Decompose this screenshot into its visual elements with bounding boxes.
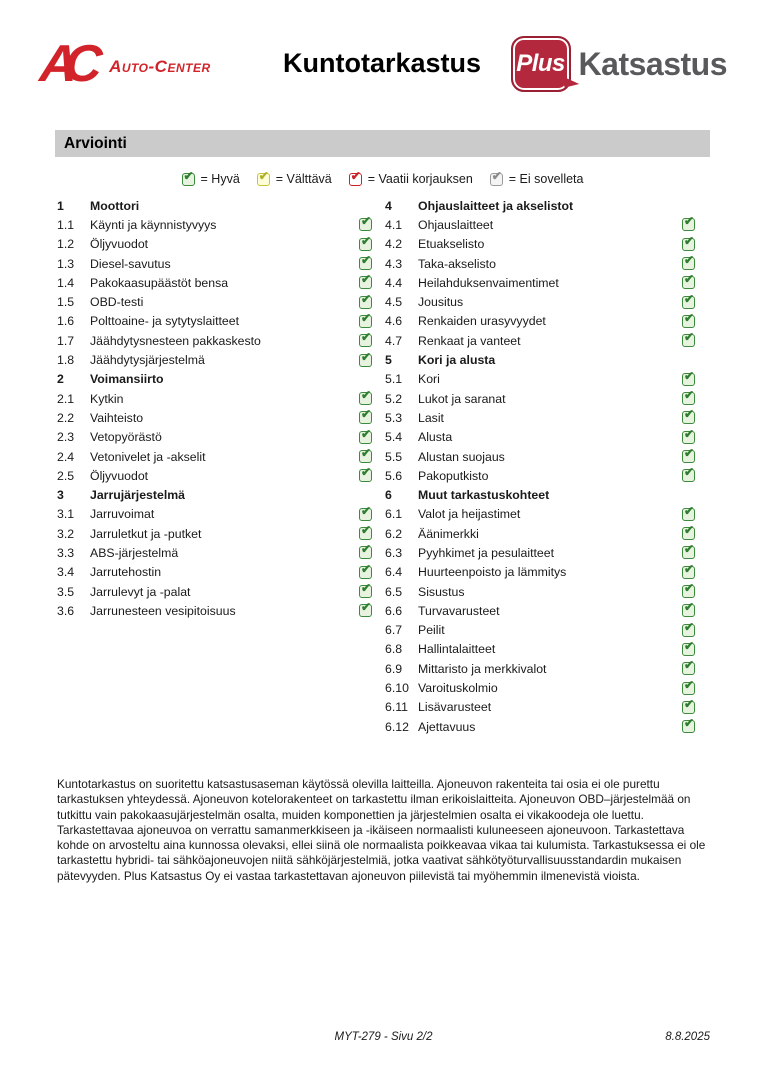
item-label: Diesel-savutus: [90, 256, 171, 271]
checklist: [57, 196, 710, 736]
check-icon: ✔: [684, 291, 695, 306]
check-icon: ✔: [684, 638, 695, 653]
checklist-row: [57, 543, 372, 562]
section-title: Voimansiirto: [90, 372, 164, 387]
section-title: Kori ja alusta: [418, 353, 496, 368]
page-title: Kuntotarkastus: [282, 48, 482, 78]
item-label: Hallintalaitteet: [418, 642, 496, 657]
item-label: Lukot ja saranat: [418, 391, 506, 406]
document-reference: MYT-279 - Sivu 2/2: [334, 1031, 433, 1043]
check-icon: ✔: [361, 349, 372, 364]
checklist-row: [385, 312, 695, 331]
plus-badge-label: Plus: [516, 50, 565, 77]
item-label: Heilahduksenvaimentimet: [418, 275, 559, 290]
check-icon: ✔: [361, 253, 372, 268]
item-status-checkbox-icon: [359, 388, 372, 405]
item-number: 5.5: [385, 449, 403, 464]
check-icon: ✔: [684, 619, 695, 634]
checklist-row: [385, 331, 695, 350]
item-number: 1.4: [57, 275, 75, 290]
section-header-row: [385, 196, 695, 215]
item-label: Öljyvuodot: [90, 468, 149, 483]
check-icon: ✔: [684, 310, 695, 325]
item-status-checkbox-icon: [359, 581, 372, 598]
item-status-checkbox-icon: [359, 446, 372, 463]
check-icon: ✔: [684, 600, 695, 615]
item-number: 3.2: [57, 526, 75, 541]
item-number: 2.3: [57, 430, 75, 445]
checklist-row: [57, 428, 372, 447]
check-icon: ✔: [361, 272, 372, 287]
check-icon: ✔: [684, 407, 695, 422]
check-icon: ✔: [361, 310, 372, 325]
checklist-row: [385, 601, 695, 620]
item-label: Jarruletkut ja -putket: [90, 526, 202, 541]
item-label: Jäähdytysjärjestelmä: [90, 353, 205, 368]
item-number: 6.4: [385, 565, 403, 580]
legend-label: = Hyvä: [200, 172, 240, 186]
checklist-row: [385, 447, 695, 466]
item-status-checkbox-icon: [682, 696, 695, 714]
item-status-checkbox-icon: [682, 272, 695, 289]
item-label: Renkaat ja vanteet: [418, 333, 521, 348]
checklist-row: [57, 312, 372, 331]
check-icon: ✔: [684, 465, 695, 480]
item-label: Jarruvoimat: [90, 507, 155, 522]
checklist-row: [57, 466, 372, 485]
check-icon: ✔: [361, 214, 372, 229]
check-icon: ✔: [361, 446, 372, 460]
status-legend: [55, 168, 710, 190]
check-icon: ✔: [684, 426, 695, 441]
item-number: 5.1: [385, 372, 403, 387]
check-icon: ✔: [491, 168, 502, 183]
item-number: 5.6: [385, 468, 403, 483]
item-status-checkbox-icon: [682, 581, 695, 598]
item-label: Pakokaasupäästöt bensa: [90, 275, 229, 290]
check-icon: ✔: [684, 523, 695, 538]
item-label: Polttoaine- ja sytytyslaitteet: [90, 314, 239, 329]
item-status-checkbox-icon: [359, 407, 372, 424]
item-number: 6.11: [385, 700, 409, 715]
section-bar: [55, 130, 710, 157]
check-icon: ✔: [684, 696, 695, 711]
checklist-row: [385, 543, 695, 562]
plus-badge-icon: [511, 36, 571, 92]
section-header-row: [57, 370, 372, 389]
item-number: 1.5: [57, 295, 75, 310]
legend-label: = Ei sovelleta: [508, 172, 584, 186]
check-icon: ✔: [361, 503, 372, 518]
item-label: Lisävarusteet: [418, 700, 492, 715]
item-number: 2.5: [57, 468, 75, 483]
checklist-row: [57, 505, 372, 524]
page-footer: [57, 1031, 710, 1047]
check-icon: ✔: [684, 368, 695, 383]
check-icon: ✔: [361, 330, 372, 345]
item-label: OBD-testi: [90, 295, 144, 310]
checklist-row: [385, 678, 695, 697]
plus-katsastus-logo: [511, 34, 727, 94]
item-status-checkbox-icon: [359, 310, 372, 328]
legend-label: = Välttävä: [275, 172, 332, 186]
item-number: 4.6: [385, 314, 403, 329]
item-status-checkbox-icon: [682, 446, 695, 463]
item-status-checkbox-icon: [682, 503, 695, 521]
item-label: Kytkin: [90, 391, 124, 406]
check-icon: ✔: [684, 330, 695, 345]
checklist-row: [385, 408, 695, 427]
legend-na-checkbox-icon: [490, 168, 503, 186]
item-status-checkbox-icon: [682, 291, 695, 309]
item-number: 6.3: [385, 545, 403, 560]
check-icon: ✔: [361, 561, 372, 576]
check-icon: ✔: [684, 561, 695, 576]
check-icon: ✔: [684, 503, 695, 518]
section-header-row: [385, 485, 695, 504]
item-number: 4.5: [385, 295, 403, 310]
item-status-checkbox-icon: [682, 310, 695, 328]
legend-item-good: [182, 168, 240, 186]
item-status-checkbox-icon: [359, 291, 372, 309]
item-number: 6.9: [385, 661, 403, 676]
check-icon: ✔: [684, 233, 695, 248]
item-number: 6.12: [385, 719, 409, 734]
item-number: 5.2: [385, 391, 403, 406]
item-label: Pakoputkisto: [418, 468, 489, 483]
check-icon: ✔: [258, 168, 269, 183]
checklist-row: [57, 582, 372, 601]
checklist-row: [385, 370, 695, 389]
item-label: Lasit: [418, 410, 444, 425]
item-label: Vaihteisto: [90, 410, 144, 425]
item-label: Ohjauslaitteet: [418, 217, 494, 232]
item-status-checkbox-icon: [682, 253, 695, 270]
checklist-row: [385, 428, 695, 447]
item-number: 5.4: [385, 430, 403, 445]
check-icon: ✔: [684, 658, 695, 673]
item-status-checkbox-icon: [682, 330, 695, 347]
item-number: 4.2: [385, 237, 403, 252]
section-number: 3: [57, 488, 64, 503]
legend-item-repair: [349, 168, 473, 186]
check-icon: ✔: [361, 291, 372, 306]
check-icon: ✔: [684, 716, 695, 731]
item-status-checkbox-icon: [682, 233, 695, 251]
legend-good-checkbox-icon: [182, 168, 195, 186]
check-icon: ✔: [684, 214, 695, 229]
check-icon: ✔: [684, 446, 695, 460]
item-status-checkbox-icon: [682, 388, 695, 405]
item-number: 2.1: [57, 391, 75, 406]
item-label: Turvavarusteet: [418, 603, 500, 618]
item-status-checkbox-icon: [682, 619, 695, 637]
check-icon: ✔: [361, 600, 372, 615]
item-status-checkbox-icon: [359, 233, 372, 251]
legend-label: = Vaatii korjauksen: [367, 172, 473, 186]
katsastus-wordmark: Katsastus: [578, 45, 727, 82]
check-icon: ✔: [361, 581, 372, 596]
item-label: Vetopyörästö: [90, 430, 162, 445]
item-status-checkbox-icon: [682, 368, 695, 386]
checklist-row: [385, 466, 695, 485]
checklist-row: [385, 698, 695, 717]
checklist-row: [57, 350, 372, 369]
item-status-checkbox-icon: [359, 426, 372, 444]
item-label: Käynti ja käynnistyvyys: [90, 217, 217, 232]
section-bar-title: Arviointi: [64, 134, 127, 152]
check-icon: ✔: [684, 272, 695, 287]
checklist-row: [57, 273, 372, 292]
item-label: Jarrulevyt ja -palat: [90, 584, 191, 599]
item-label: Mittaristo ja merkkivalot: [418, 661, 547, 676]
check-icon: ✔: [183, 168, 194, 183]
checklist-row: [385, 273, 695, 292]
section-title: Jarrujärjestelmä: [90, 488, 186, 503]
item-label: Jarrunesteen vesipitoisuus: [90, 603, 236, 618]
section-header-row: [57, 196, 372, 215]
item-number: 2.4: [57, 449, 75, 464]
item-number: 3.6: [57, 603, 75, 618]
item-status-checkbox-icon: [359, 349, 372, 367]
checklist-row: [57, 292, 372, 311]
item-label: Öljyvuodot: [90, 237, 149, 252]
check-icon: ✔: [684, 388, 695, 403]
disclaimer-text: Kuntotarkastus on suoritettu katsastusaseman käytössä olevilla laitteilla. Ajoneuvon rakenteita tai osia ei ole purettu tarkastuksen yhteydessä. Ajoneuvon kotelorakenteet on tarkastettu ilman erikoislaitteita. Ajoneuvon OBD–järjestelmää on tutkittu vain pakokaasujärjestelmän osalta, muiden komponettien ja järjestelmien osalta ei vikakoodeja ole luettu. Tarkastettavaa ajoneuvoa on verrattu samanmerkkiseen ja -ikäiseen normaalisti kuluneeseen ajoneuvoon. Tarkastettava kohde on arvosteltu aina kunnossa olevaksi, ellei siinä ole normaalista poikkeavaa vikaa tai kulumista. Tarkastuksessa ei ole tarkastettu hybridi- tai sähköajoneuvojen niitä sähköjärjestelmiä, jotka vaativat sähkötyöturvallisuusstandardin mukaisen pätevyyden. Plus Katsastus Oy ei vastaa tarkastettavan ajoneuvon piilevistä tai myöhemmin ilmenevistä vioista.: [57, 777, 706, 883]
checklist-row: [385, 582, 695, 601]
item-label: Alustan suojaus: [418, 449, 505, 464]
item-label: Huurteenpoisto ja lämmitys: [418, 565, 567, 580]
item-status-checkbox-icon: [682, 523, 695, 540]
item-number: 6.6: [385, 603, 403, 618]
checklist-row: [57, 408, 372, 427]
item-number: 1.1: [57, 217, 75, 232]
section-number: 5: [385, 353, 392, 368]
section-number: 1: [57, 198, 64, 213]
item-status-checkbox-icon: [682, 542, 695, 559]
check-icon: ✔: [361, 426, 372, 441]
footer-date: 8.8.2025: [665, 1031, 710, 1043]
check-icon: ✔: [684, 677, 695, 692]
item-number: 4.3: [385, 256, 403, 271]
legend-item-fair: [257, 168, 332, 186]
legend-repair-checkbox-icon: [349, 168, 362, 186]
item-status-checkbox-icon: [682, 465, 695, 482]
checklist-row: [57, 601, 372, 620]
section-header-row: [57, 485, 372, 504]
check-icon: ✔: [684, 253, 695, 268]
item-number: 6.5: [385, 584, 403, 599]
checklist-row: [57, 563, 372, 582]
item-number: 3.5: [57, 584, 75, 599]
check-icon: ✔: [361, 388, 372, 403]
item-number: 3.4: [57, 565, 75, 580]
checklist-row: [385, 563, 695, 582]
item-number: 4.4: [385, 275, 403, 290]
item-status-checkbox-icon: [682, 638, 695, 656]
checklist-row: [385, 389, 695, 408]
auto-center-wordmark: Auto-Center: [109, 57, 211, 76]
check-icon: ✔: [684, 542, 695, 557]
item-label: Jarrutehostin: [90, 565, 162, 580]
legend-item-na: [490, 168, 584, 186]
item-label: Jäähdytysnesteen pakkaskesto: [90, 333, 261, 348]
item-number: 4.7: [385, 333, 403, 348]
checklist-row: [385, 235, 695, 254]
item-status-checkbox-icon: [359, 503, 372, 521]
checklist-row: [57, 331, 372, 350]
item-status-checkbox-icon: [682, 600, 695, 617]
section-title: Muut tarkastuskohteet: [418, 488, 550, 503]
item-number: 3.3: [57, 545, 75, 560]
item-status-checkbox-icon: [359, 330, 372, 347]
check-icon: ✔: [684, 581, 695, 596]
item-label: Taka-akselisto: [418, 256, 496, 271]
item-number: 1.7: [57, 333, 75, 348]
section-title: Ohjauslaitteet ja akselistot: [418, 198, 574, 213]
checklist-row: [385, 640, 695, 659]
item-number: 6.2: [385, 526, 403, 541]
item-number: 4.1: [385, 217, 403, 232]
check-icon: ✔: [350, 168, 361, 183]
item-label: Peilit: [418, 623, 445, 638]
item-status-checkbox-icon: [682, 214, 695, 231]
checklist-row: [385, 717, 695, 736]
item-number: 3.1: [57, 507, 75, 522]
item-label: Etuakselisto: [418, 237, 485, 252]
item-label: Alusta: [418, 430, 453, 445]
item-status-checkbox-icon: [359, 272, 372, 289]
item-status-checkbox-icon: [359, 214, 372, 231]
item-number: 2.2: [57, 410, 75, 425]
item-label: Vetonivelet ja -akselit: [90, 449, 206, 464]
checklist-row: [385, 659, 695, 678]
item-label: Äänimerkki: [418, 526, 479, 541]
checklist-row: [385, 215, 695, 234]
item-status-checkbox-icon: [682, 658, 695, 675]
item-status-checkbox-icon: [359, 561, 372, 579]
section-title: Moottori: [90, 198, 140, 213]
item-status-checkbox-icon: [682, 716, 695, 733]
item-label: Sisustus: [418, 584, 465, 599]
legend-fair-checkbox-icon: [257, 168, 270, 186]
checklist-row: [57, 389, 372, 408]
item-number: 6.8: [385, 642, 403, 657]
item-status-checkbox-icon: [682, 426, 695, 444]
checklist-row: [57, 254, 372, 273]
checklist-row: [57, 235, 372, 254]
item-number: 6.7: [385, 623, 403, 638]
item-label: Ajettavuus: [418, 719, 476, 734]
item-label: Jousitus: [418, 295, 464, 310]
item-number: 1.2: [57, 237, 75, 252]
check-icon: ✔: [361, 542, 372, 557]
checklist-row: [385, 254, 695, 273]
item-number: 1.8: [57, 353, 75, 368]
section-number: 4: [385, 198, 392, 213]
section-header-row: [385, 350, 695, 369]
item-number: 6.1: [385, 507, 403, 522]
item-number: 5.3: [385, 410, 403, 425]
checklist-row: [57, 524, 372, 543]
item-status-checkbox-icon: [682, 677, 695, 695]
section-number: 2: [57, 372, 64, 387]
checklist-row: [385, 292, 695, 311]
item-status-checkbox-icon: [359, 253, 372, 270]
auto-center-monogram-icon: AC: [37, 35, 92, 93]
item-status-checkbox-icon: [682, 407, 695, 424]
check-icon: ✔: [361, 233, 372, 248]
checklist-column-right: [385, 196, 695, 736]
item-label: Valot ja heijastimet: [418, 507, 521, 522]
item-status-checkbox-icon: [359, 523, 372, 540]
item-label: ABS-järjestelmä: [90, 545, 179, 560]
checklist-row: [57, 447, 372, 466]
checklist-column-left: [57, 196, 372, 621]
check-icon: ✔: [361, 465, 372, 480]
checklist-row: [385, 621, 695, 640]
checklist-row: [385, 524, 695, 543]
item-label: Kori: [418, 372, 440, 387]
check-icon: ✔: [361, 523, 372, 538]
section-number: 6: [385, 488, 392, 503]
item-status-checkbox-icon: [682, 561, 695, 579]
item-number: 1.3: [57, 256, 75, 271]
item-number: 1.6: [57, 314, 75, 329]
checklist-row: [57, 215, 372, 234]
item-status-checkbox-icon: [359, 600, 372, 617]
checklist-row: [385, 505, 695, 524]
item-status-checkbox-icon: [359, 465, 372, 482]
item-label: Varoituskolmio: [418, 681, 498, 696]
item-number: 6.10: [385, 681, 409, 696]
item-status-checkbox-icon: [359, 542, 372, 559]
check-icon: ✔: [361, 407, 372, 422]
item-label: Pyyhkimet ja pesulaitteet: [418, 545, 555, 560]
item-label: Renkaiden urasyvyydet: [418, 314, 546, 329]
